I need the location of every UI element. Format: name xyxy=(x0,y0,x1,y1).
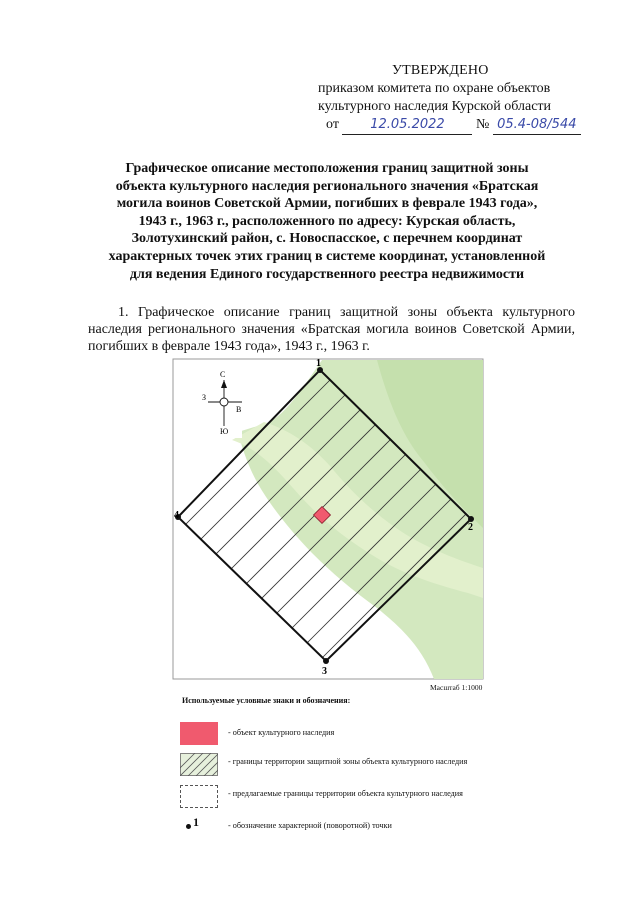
legend-title: Используемые условные знаки и обозначения: xyxy=(182,696,351,705)
vertex-label-3: 3 xyxy=(322,666,327,677)
legend-swatch-proposed xyxy=(180,785,218,808)
boundary-map xyxy=(172,358,484,680)
document-title xyxy=(92,160,562,283)
vertex-point-3 xyxy=(323,658,329,664)
legend-swatch-object xyxy=(180,722,218,745)
title-line: Графическое описание местоположения границ защитной зоны xyxy=(125,161,529,176)
title-line: Золотухинский район, с. Новоспасское, с перечнем координат xyxy=(131,231,523,247)
approval-block xyxy=(318,62,618,135)
title-line: объекта культурного наследия регионального значения «Братская xyxy=(115,178,539,194)
number-prefix: № xyxy=(475,117,490,132)
compass-north: С xyxy=(220,370,226,379)
vertex-label-1: 1 xyxy=(316,358,321,369)
date-value: 12.05.2022 xyxy=(342,116,472,135)
legend-text: - границы территории защитной зоны объекта культурного наследия xyxy=(228,757,468,766)
title-line: характерных точек этих границ в системе координат, установленной xyxy=(108,248,546,264)
legend-swatch-zone xyxy=(180,753,218,776)
title-line: для ведения Единого государственного реестра недвижимости xyxy=(129,266,525,282)
map-svg xyxy=(172,358,484,680)
legend-point-dot xyxy=(186,824,191,829)
date-prefix: от xyxy=(326,117,339,132)
approval-line-1: приказом комитета по охране объектов xyxy=(318,81,551,96)
legend-text: - предлагаемые границы территории объекта культурного наследия xyxy=(228,789,463,798)
approval-date-row xyxy=(318,116,618,135)
compass-west: З xyxy=(202,393,207,402)
vertex-label-2: 2 xyxy=(468,522,473,533)
number-value: 05.4-08/544 xyxy=(493,116,581,135)
approved-heading: УТВЕРЖДЕНО xyxy=(392,63,489,78)
map-scale: Масштаб 1:1000 xyxy=(430,683,483,692)
approval-line-2: культурного наследия Курской области xyxy=(318,99,552,114)
compass-east: В xyxy=(236,405,242,414)
compass-south: Ю xyxy=(220,427,229,436)
legend-text: - объект культурного наследия xyxy=(228,728,335,737)
legend-text: - обозначение характерной (поворотной) точки xyxy=(228,821,392,830)
compass-rose xyxy=(202,364,242,438)
vertex-label-4: 4 xyxy=(174,510,179,521)
title-line: 1943 г., 1963 г., расположенного по адресу: Курская область, xyxy=(138,213,516,229)
title-line: могила воинов Советской Армии, погибших в феврале 1943 года», xyxy=(116,196,538,212)
section-1-paragraph: 1. Графическое описание границ защитной зоны объекта культурного наследия регионального значения «Братская могила воинов Советской Армии, погибших в феврале 1943 года», 1943 г., 1963 г. xyxy=(88,305,575,354)
legend-point-label: 1 xyxy=(193,815,199,829)
